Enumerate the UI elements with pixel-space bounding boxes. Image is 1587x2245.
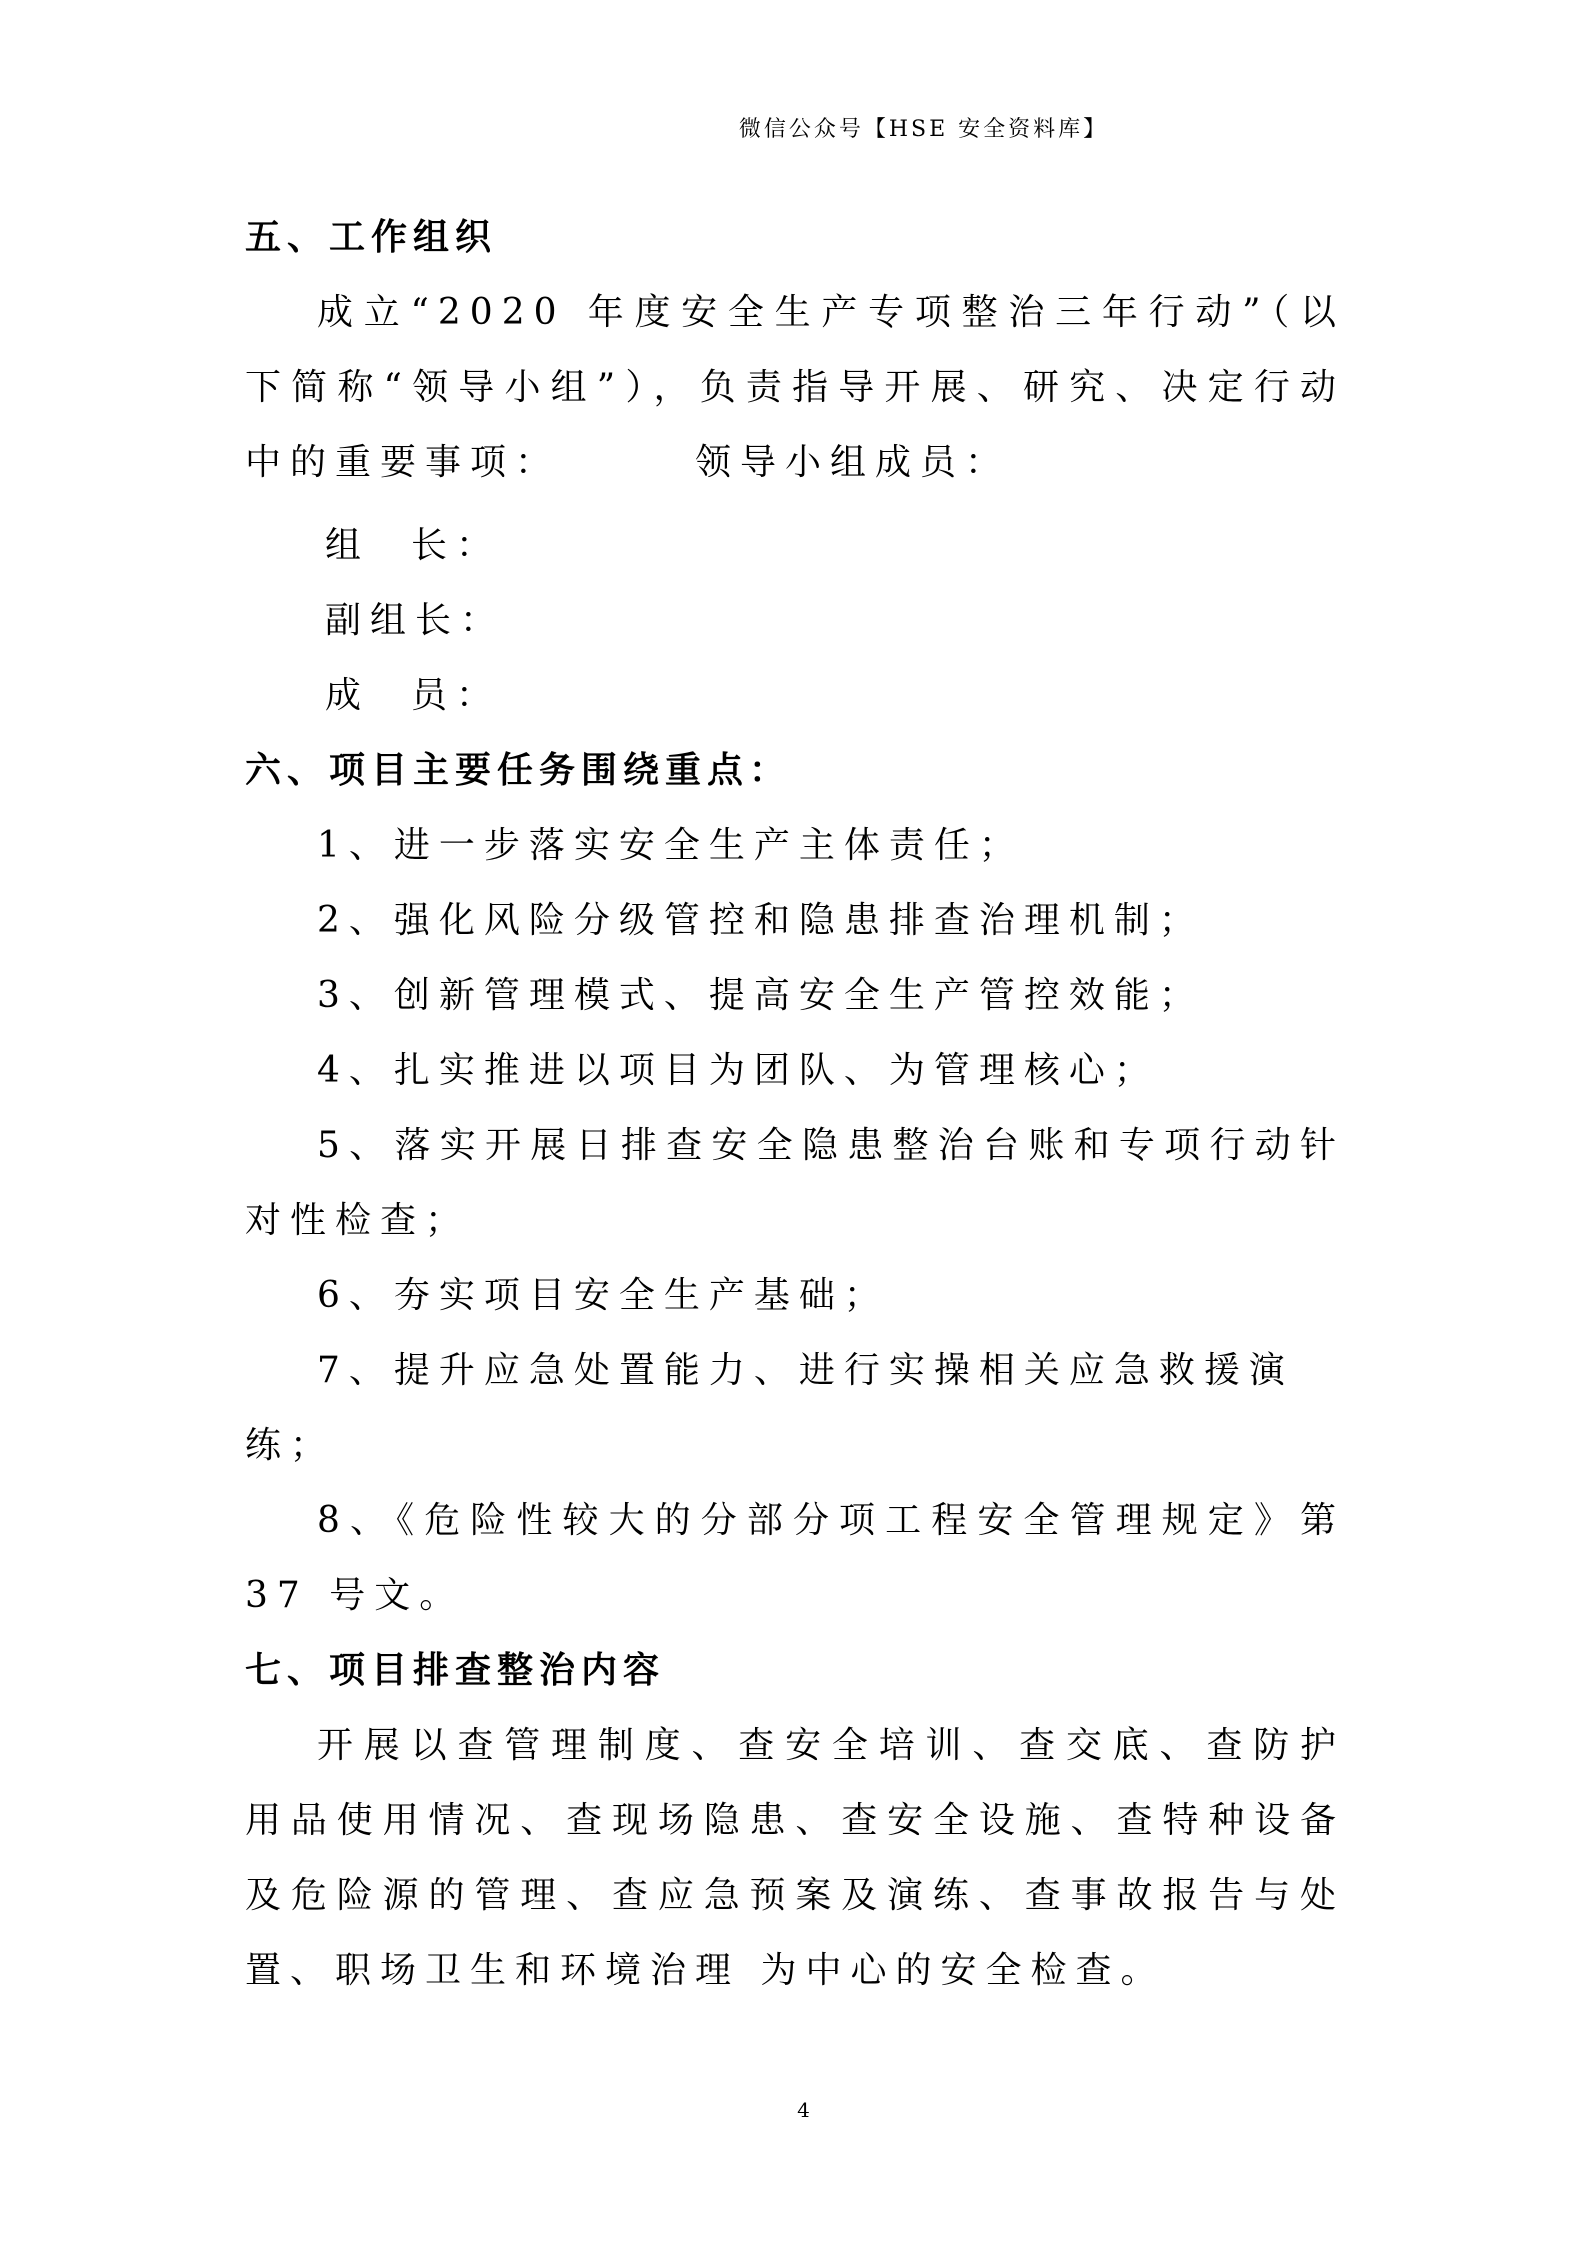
task-item: 1、进一步落实安全生产主体责任； <box>317 825 1024 866</box>
role-leader <box>245 508 1345 583</box>
section-7-paragraph: 开展以查管理制度、查安全培训、查交底、查防护用品使用情况、查现场隐患、查安全设施、查特种设备及危险源的管理、查应急预案及演练、查事故报告与处置、职场卫生和环境治理 为中心的安全检查。 <box>245 1725 1345 1991</box>
task-item: 6、夯实项目安全生产基础； <box>317 1275 889 1316</box>
task-item: 3、创新管理模式、提高安全生产管控效能； <box>317 975 1204 1016</box>
role-leader-label-2: 长： <box>411 525 502 566</box>
section-6-heading: 六、项目主要任务围绕重点： <box>245 749 792 791</box>
header-note-text: 微信公众号【HSE 安全资料库】 <box>738 117 1109 142</box>
section-5-paragraph-text: 成立“2020 年度安全生产专项整治三年行动”（以下简称“领导小组”），负责指导开展、研究、决定行动中的重要事项： <box>245 292 1345 483</box>
task-item: 4、扎实推进以项目为团队、为管理核心； <box>317 1050 1159 1091</box>
section-5-paragraph <box>245 275 1345 500</box>
page-number: 4 <box>797 2098 810 2122</box>
document-body <box>245 200 1345 2008</box>
role-deputy <box>245 583 1345 658</box>
role-deputy-label: 副组长： <box>325 600 506 641</box>
section-7-heading: 七、项目排查整治内容 <box>245 1649 666 1691</box>
task-item: 2、强化风险分级管控和隐患排查治理机制； <box>317 900 1204 941</box>
members-intro: 领导小组成员： <box>695 442 1011 483</box>
task-item: 8、《危险性较大的分部分项工程安全管理规定》第 37 号文。 <box>245 1500 1345 1616</box>
header-note <box>0 112 1587 143</box>
section-5-heading: 五、工作组织 <box>245 216 498 258</box>
task-item: 5、落实开展日排查安全隐患整治台账和专项行动针对性检查； <box>245 1125 1345 1241</box>
role-members-label-2: 员： <box>411 675 502 716</box>
role-members <box>245 658 1345 733</box>
task-item: 7、提升应急处置能力、进行实操相关应急救援演练； <box>245 1350 1294 1466</box>
role-members-label-1: 成 <box>325 675 412 716</box>
role-leader-label-1: 组 <box>325 525 412 566</box>
